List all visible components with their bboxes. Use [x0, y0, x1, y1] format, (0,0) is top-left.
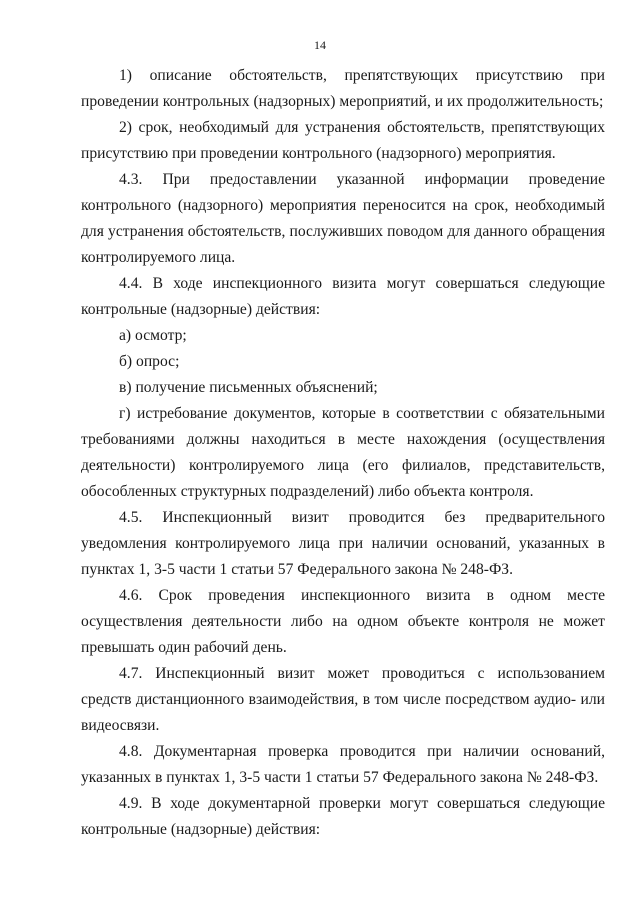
paragraph-item-2: 2) срок, необходимый для устранения обстоятельств, препятствующих присутствию при проведении контрольного (надзорного) мероприятия.	[81, 119, 605, 162]
paragraph-4-4: 4.4. В ходе инспекционного визита могут совершаться следующие контрольные (надзорные) действия:	[81, 275, 605, 318]
list-item-v: в) получение письменных объяснений;	[119, 379, 378, 396]
list-item-g: г) истребование документов, которые в соответствии с обязательными требованиями должны находиться в месте нахождения (осуществления деятельности) контролируемого лица (его филиалов, представительств, обособленных структурных подразделений) либо объекта контроля.	[81, 405, 605, 500]
document-body	[81, 63, 605, 843]
paragraph-4-6: 4.6. Срок проведения инспекционного визита в одном месте осуществления деятельности либо на одном объекте контроля не может превышать один рабочий день.	[81, 587, 605, 656]
paragraph-item-1: 1) описание обстоятельств, препятствующих присутствию при проведении контрольных (надзорных) мероприятий, и их продолжительность;	[81, 67, 605, 110]
paragraph-4-7: 4.7. Инспекционный визит может проводиться с использованием средств дистанционного взаимодействия, в том числе посредством аудио- или видеосвязи.	[81, 665, 605, 734]
page-number: 14	[314, 38, 326, 52]
paragraph-4-5: 4.5. Инспекционный визит проводится без предварительного уведомления контролируемого лица при наличии оснований, указанных в пунктах 1, 3-5 части 1 статьи 57 Федерального закона № 248-ФЗ.	[81, 509, 605, 578]
paragraph-4-3: 4.3. При предоставлении указанной информации проведение контрольного (надзорного) мероприятия переносится на срок, необходимый для устранения обстоятельств, послуживших поводом для данного обращения контролируемого лица.	[81, 171, 605, 266]
list-item-a: а) осмотр;	[119, 327, 187, 344]
list-item-b: б) опрос;	[119, 353, 180, 370]
paragraph-4-9: 4.9. В ходе документарной проверки могут совершаться следующие контрольные (надзорные) действия:	[81, 795, 605, 838]
paragraph-4-8: 4.8. Документарная проверка проводится при наличии оснований, указанных в пунктах 1, 3-5 части 1 статьи 57 Федерального закона № 248-ФЗ.	[81, 743, 605, 786]
